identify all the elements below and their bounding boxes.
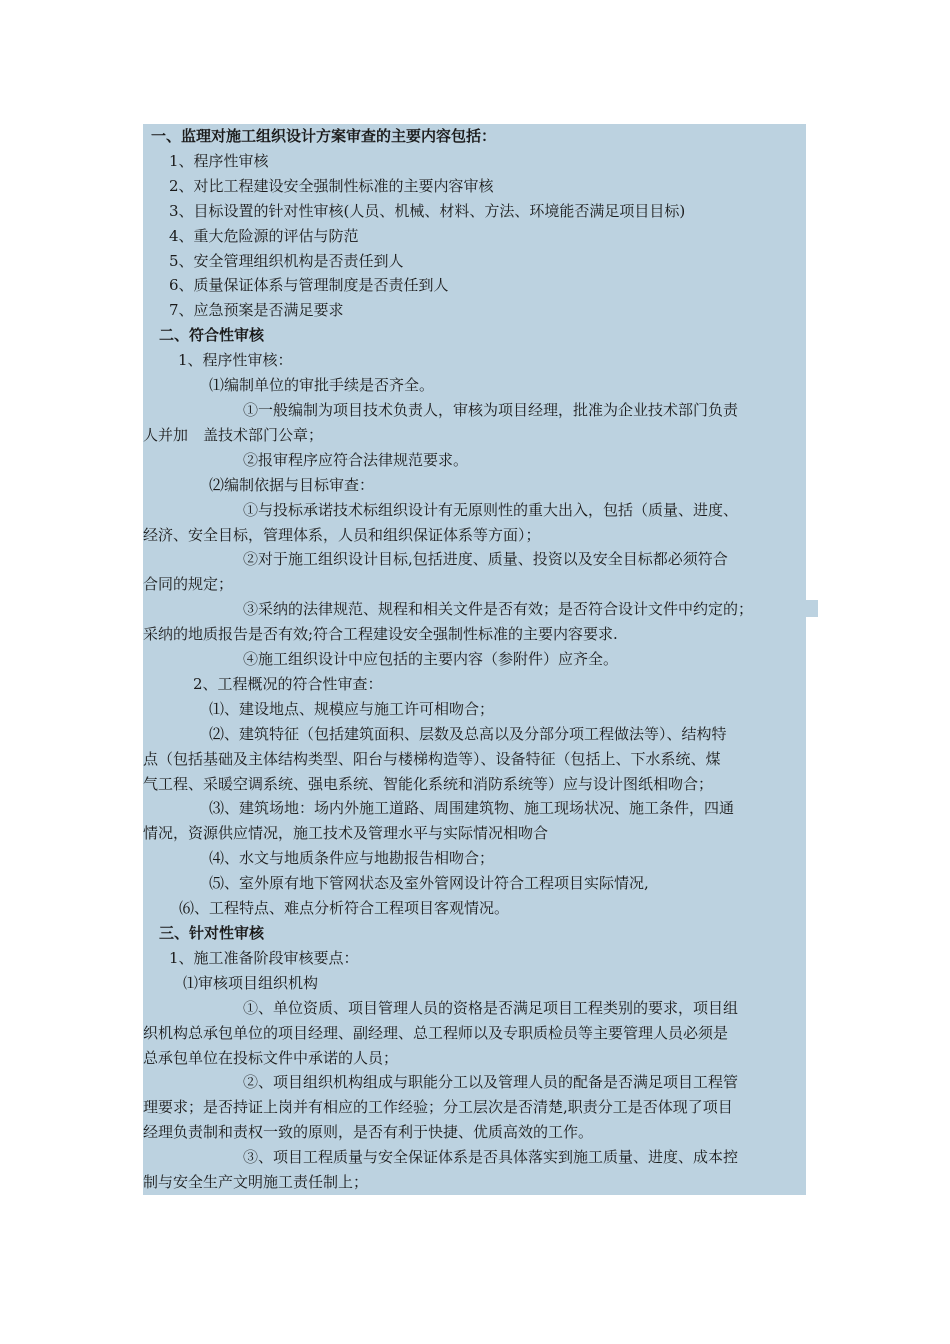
- paragraph-line: ①、单位资质、项目管理人员的资格是否满足项目工程类别的要求，项目组: [243, 998, 739, 1017]
- document-body: [143, 124, 806, 1195]
- heading-3: 三、针对性审核: [159, 924, 265, 942]
- paragraph-line: 理要求；是否持证上岗并有相应的工作经验；分工层次是否清楚,职责分工是否体现了项目: [143, 1098, 733, 1117]
- paragraph-line: ⑵、建筑特征（包括建筑面积、层数及总高以及分部分项工程做法等）、结构特: [209, 724, 727, 743]
- list-item: 5、安全管理组织机构是否责任到人: [169, 251, 404, 270]
- paragraph-line: 合同的规定；: [143, 575, 234, 594]
- list-item: 7、应急预案是否满足要求: [169, 301, 344, 320]
- list-item: ⑴、建设地点、规模应与施工许可相吻合；: [209, 699, 495, 718]
- paragraph-line: 采纳的地质报告是否有效;符合工程建设安全强制性标准的主要内容要求.: [143, 625, 618, 644]
- subheading: 1、程序性审核：: [178, 351, 293, 370]
- paragraph-line: 制与安全生产文明施工责任制上；: [143, 1173, 369, 1192]
- subheading: 1、施工准备阶段审核要点：: [169, 948, 359, 967]
- list-item: ⑵编制依据与目标审查：: [209, 475, 375, 494]
- list-item: 1、程序性审核: [169, 151, 269, 170]
- list-item: 2、对比工程建设安全强制性标准的主要内容审核: [169, 176, 494, 195]
- paragraph-line: 经济、安全目标，管理体系，人员和组织保证体系等方面）；: [143, 525, 541, 544]
- paragraph-line: 总承包单位在投标文件中承诺的人员；: [143, 1048, 399, 1067]
- paragraph-line: 点（包括基础及主体结构类型、阳台与楼梯构造等）、设备特征（包括上、下水系统、煤: [143, 749, 721, 768]
- list-item: ⑷、水文与地质条件应与地勘报告相吻合；: [209, 849, 495, 868]
- paragraph-line: ③采纳的法律规范、规程和相关文件是否有效；是否符合设计文件中约定的；: [243, 600, 754, 619]
- heading-2: 二、符合性审核: [159, 326, 265, 345]
- list-item: ⑴编制单位的审批手续是否齐全。: [209, 376, 435, 395]
- paragraph-line: 织机构总承包单位的项目经理、副经理、总工程师以及专职质检员等主要管理人员必须是: [143, 1023, 729, 1042]
- paragraph-line: 经理负责制和责权一致的原则，是否有利于快捷、优质高效的工作。: [143, 1123, 594, 1142]
- subheading: 2、工程概况的符合性审查：: [193, 674, 383, 693]
- paragraph-line: ②、项目组织机构组成与职能分工以及管理人员的配备是否满足项目工程管: [243, 1073, 739, 1092]
- paragraph-line: ②对于施工组织设计目标,包括进度、质量、投资以及安全目标都必须符合: [243, 550, 728, 569]
- list-item: ⑹、工程特点、难点分析符合工程项目客观情况。: [179, 899, 510, 918]
- list-item: 3、目标设置的针对性审核(人员、机械、材料、方法、环境能否满足项目目标): [169, 201, 686, 220]
- list-item: 4、重大危险源的评估与防范: [169, 226, 359, 245]
- paragraph-line: ③、项目工程质量与安全保证体系是否具体落实到施工质量、进度、成本控: [243, 1148, 739, 1167]
- paragraph-line: 人并加 盖技术部门公章；: [143, 425, 324, 444]
- highlight-overflow-marker: [806, 600, 818, 617]
- list-item: ⑸、室外原有地下管网状态及室外管网设计符合工程项目实际情况,: [209, 874, 649, 893]
- paragraph-line: ②报审程序应符合法律规范要求。: [243, 450, 469, 469]
- paragraph-line: ④施工组织设计中应包括的主要内容（参附件）应齐全。: [243, 650, 619, 669]
- paragraph-line: ①与投标承诺技术标组织设计有无原则性的重大出入，包括（质量、进度、: [243, 500, 739, 519]
- paragraph-line: 气工程、采暖空调系统、强电系统、智能化系统和消防系统等）应与设计图纸相吻合；: [143, 774, 714, 793]
- paragraph-line: ⑶、建筑场地：场内外施工道路、周围建筑物、施工现场状况、施工条件，四通: [209, 799, 735, 818]
- list-item: 6、质量保证体系与管理制度是否责任到人: [169, 276, 449, 295]
- list-item: ⑴审核项目组织机构: [183, 973, 319, 992]
- paragraph-line: ①一般编制为项目技术负责人，审核为项目经理，批准为企业技术部门负责: [243, 400, 739, 419]
- heading-1: 一、监理对施工组织设计方案审查的主要内容包括：: [151, 127, 497, 145]
- paragraph-line: 情况，资源供应情况，施工技术及管理水平与实际情况相吻合: [143, 824, 549, 843]
